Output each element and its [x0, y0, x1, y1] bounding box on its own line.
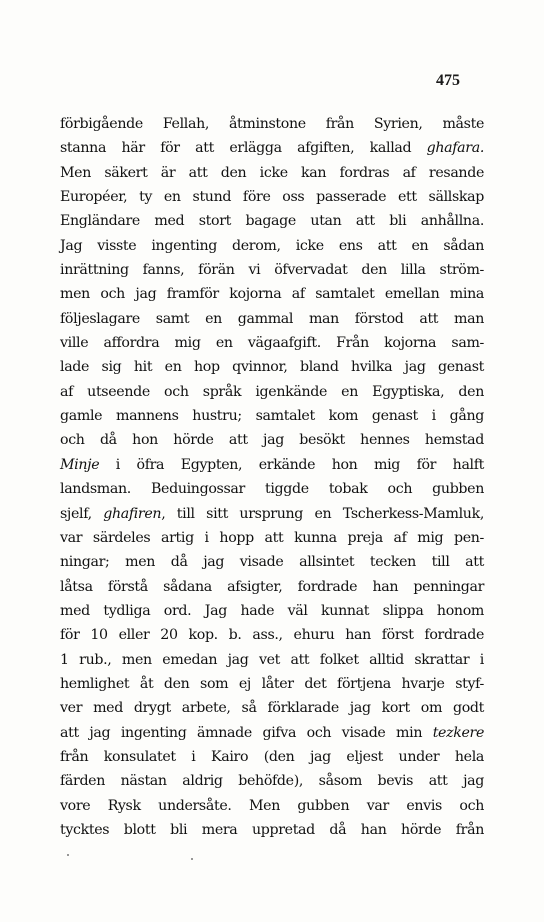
text-segment: Européer, ty en stund före oss passerade ett sällskap [60, 189, 484, 206]
italic-term: ghafara. [426, 140, 484, 157]
text-line [60, 721, 484, 745]
paper-speck [191, 858, 193, 860]
italic-term: tezkere [432, 724, 484, 741]
text-segment: följeslagare samt en gammal man förstod att man [60, 310, 484, 327]
text-line [60, 526, 484, 550]
text-line [60, 575, 484, 599]
text-segment: landsman. Beduingossar tiggde tobak och gubben [60, 481, 484, 498]
text-line [60, 550, 484, 574]
text-segment: Men säkert är att den icke kan fordras af resande [60, 164, 484, 181]
text-segment: att jag ingenting ämnade gifva och visade min [60, 724, 433, 741]
text-line [60, 136, 484, 160]
text-segment: var särdeles artig i hopp att kunna preja af mig pen- [60, 529, 484, 546]
text-segment: hemlighet åt den som ej låter det förtjena hvarje styf- [60, 675, 484, 692]
text-line [60, 331, 484, 355]
text-line [60, 380, 484, 404]
text-line [60, 453, 484, 477]
text-segment: ningar; men då jag visade allsintet tecken till att [60, 554, 484, 571]
text-line [60, 818, 484, 842]
text-segment: låtsa förstå sådana afsigter, fordrade han penningar [60, 578, 484, 595]
text-line [60, 258, 484, 282]
page-number: 475 [436, 72, 460, 89]
text-segment: ver med drygt arbete, så förklarade jag kort om godt [60, 700, 484, 717]
paper-speck [67, 854, 69, 856]
text-segment: inrättning fanns, förän vi öfvervadat den lilla ström- [60, 262, 484, 279]
text-segment: i öfra Egypten, erkände hon mig för halft [99, 456, 484, 473]
text-segment: för 10 eller 20 kop. b. ass., ehuru han först fordrade [60, 627, 484, 644]
text-segment: ville affordra mig en vägaafgift. Från kojorna sam- [60, 335, 484, 352]
text-line [60, 428, 484, 452]
text-line [60, 794, 484, 818]
text-segment: Jag visste ingenting derom, icke ens att en sådan [60, 237, 484, 254]
text-line [60, 769, 484, 793]
text-line [60, 696, 484, 720]
text-segment: men och jag framför kojorna af samtalet emellan mina [60, 286, 484, 303]
text-line [60, 355, 484, 379]
text-segment: och då hon hörde att jag besökt hennes hemstad [60, 432, 484, 449]
text-line [60, 112, 484, 136]
text-line [60, 161, 484, 185]
text-segment: förbigående Fellah, åtminstone från Syrien, måste [60, 116, 484, 132]
text-line [60, 672, 484, 696]
text-line [60, 648, 484, 672]
text-segment: färden nästan aldrig behöfde), såsom bevis att jag [60, 773, 484, 790]
text-segment: vore Rysk undersåte. Men gubben var envis och [60, 797, 484, 814]
text-segment: , till sitt ursprung en Tscherkess-Mamluk, [161, 505, 484, 522]
text-segment: från konsulatet i Kairo (den jag eljest under hela [60, 748, 484, 765]
text-line [60, 404, 484, 428]
text-segment: af utseende och språk igenkände en Egyptiska, den [60, 383, 484, 400]
text-line [60, 745, 484, 769]
text-segment: stanna här för att erlägga afgiften, kallad [60, 140, 427, 157]
text-segment: sjelf, [60, 505, 104, 522]
text-segment: tycktes blott bli mera uppretad då han hörde från [60, 821, 484, 838]
text-line [60, 185, 484, 209]
italic-term: ghafiren [103, 505, 162, 522]
text-line [60, 623, 484, 647]
text-segment: 1 rub., men emedan jag vet att folket alltid skrattar i [60, 651, 484, 668]
text-line [60, 599, 484, 623]
text-line [60, 209, 484, 233]
body-text [60, 112, 484, 842]
text-line [60, 282, 484, 306]
text-segment: med tydliga ord. Jag hade väl kunnat slippa honom [60, 602, 484, 619]
text-line [60, 234, 484, 258]
italic-term: Minje [60, 456, 100, 473]
text-segment: lade sig hit en hop qvinnor, bland hvilka jag genast [60, 359, 484, 376]
text-line [60, 502, 484, 526]
text-segment: gamle mannens hustru; samtalet kom genast i gång [60, 408, 484, 425]
text-segment: Engländare med stort bagage utan att bli anhållna. [60, 213, 484, 230]
text-line [60, 477, 484, 501]
text-line [60, 307, 484, 331]
